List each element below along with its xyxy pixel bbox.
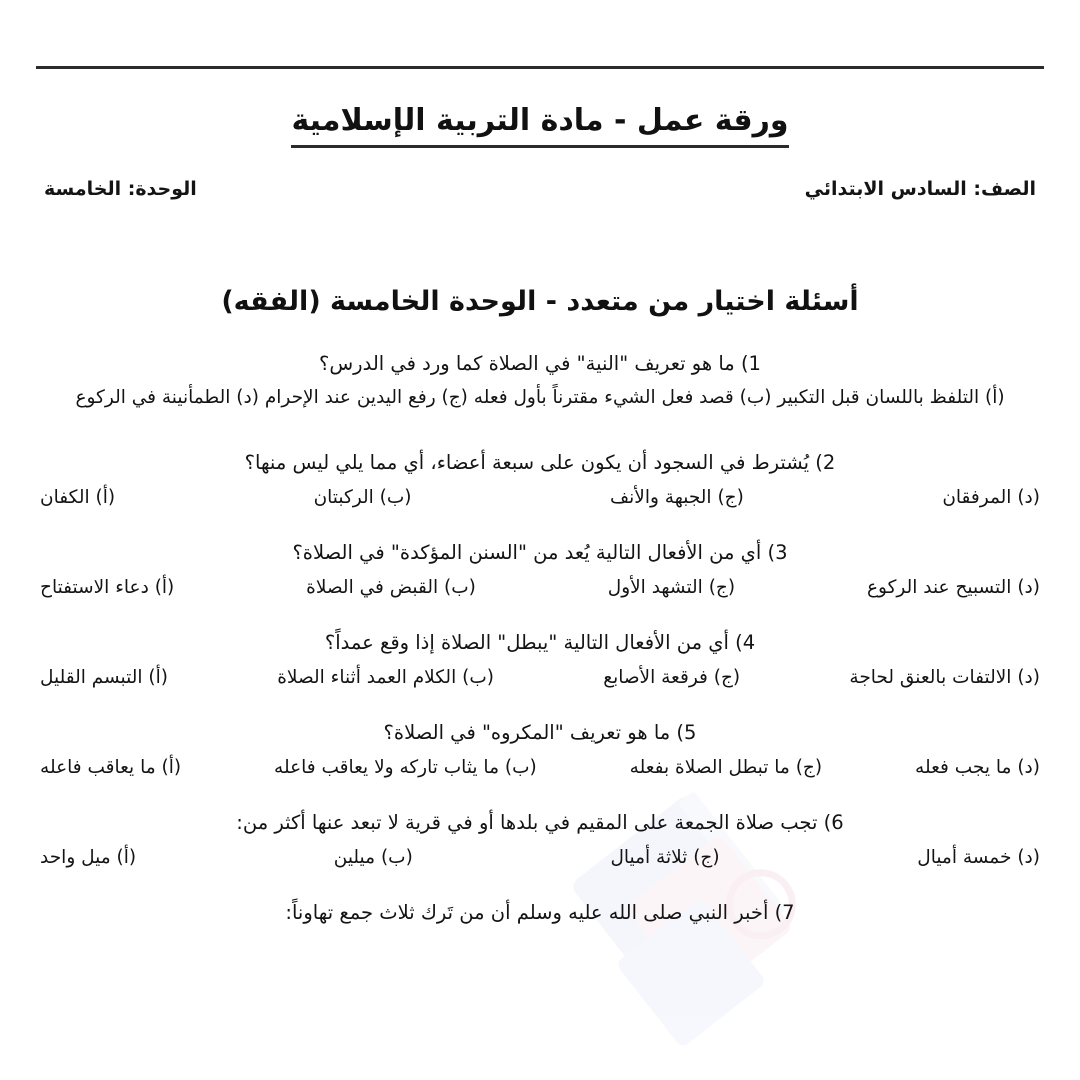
question-text: 1) ما هو تعريف "النية" في الصلاة كما ورد في الدرس؟ <box>319 352 761 375</box>
question-options <box>36 754 1044 783</box>
option-text: ميل واحد <box>40 846 111 868</box>
option-text: الركبتان <box>313 487 374 509</box>
option-text: ثلاثة أميال <box>610 846 688 868</box>
option-text: التسبيح عند الركوع <box>866 577 1012 599</box>
meta-unit-label: الوحدة: <box>127 178 197 200</box>
option-text: ما يثاب تاركه ولا يعاقب فاعله <box>274 756 499 778</box>
option-choice[interactable] <box>40 574 174 603</box>
option-choice[interactable] <box>40 484 115 513</box>
question-item <box>36 448 1044 513</box>
option-key: (أ) <box>116 846 137 868</box>
option-key: (ج) <box>795 756 823 778</box>
option-choice[interactable] <box>274 754 537 783</box>
option-key: (ب) <box>444 577 476 599</box>
option-text: خمسة أميال <box>917 846 1012 868</box>
option-key: (ج) <box>708 577 736 599</box>
option-choice[interactable] <box>610 484 744 513</box>
option-choice[interactable] <box>915 754 1040 783</box>
option-key: (ب) <box>462 667 494 689</box>
question-text: 2) يُشترط في السجود أن يكون على سبعة أعضاء، أي مما يلي ليس منها؟ <box>244 450 836 474</box>
question-item <box>36 898 1044 927</box>
question-options <box>36 844 1044 873</box>
option-key: (أ) <box>148 667 168 689</box>
option-choice[interactable] <box>40 844 136 873</box>
option-choice[interactable] <box>630 754 822 783</box>
option-text: ما تبطل الصلاة بفعله <box>629 756 790 778</box>
option-key: (د) <box>1017 756 1040 778</box>
option-choice[interactable] <box>40 664 168 693</box>
option-key: (ب) <box>379 487 412 509</box>
option-key: (ب) <box>380 846 413 868</box>
option-text: دعاء الاستفتاح <box>40 577 149 599</box>
header-rule <box>36 66 1044 69</box>
question-text: 7) أخبر النبي صلى الله عليه وسلم أن من تَرك ثلاث جمع تهاوناً: <box>285 900 795 924</box>
option-choice[interactable] <box>942 484 1040 513</box>
option-text: فرقعة الأصابع <box>603 667 708 689</box>
page-content <box>36 66 1044 927</box>
option-key: (أ) <box>95 487 116 509</box>
option-text: ما يعاقب فاعله <box>40 756 156 778</box>
question-text: 6) تجب صلاة الجمعة على المقيم في بلدها أو في قرية لا تبعد عنها أكثر من: <box>236 810 844 834</box>
option-choice[interactable] <box>603 664 740 693</box>
option-text: ما يجب فعله <box>915 756 1012 778</box>
option-key: (ج) <box>713 667 741 689</box>
option-choice[interactable]: (أ) التلفظ باللسان قبل التكبير (ب) قصد فعل الشيء مقترناً بأول فعله (ج) رفع اليدين عند الإحرام (د) الطمأنينة في الركوع <box>75 387 1005 409</box>
page-title <box>36 103 1044 138</box>
question-text: 5) ما هو تعريف "المكروه" في الصلاة؟ <box>383 720 697 744</box>
question-options <box>36 574 1044 603</box>
option-text: المرفقان <box>942 487 1012 509</box>
meta-grade <box>805 178 1036 200</box>
option-key: (ب) <box>504 756 537 778</box>
page-title-text: ورقة عمل - مادة التربية الإسلامية <box>291 103 788 148</box>
option-key: (ج) <box>717 487 744 509</box>
question-item <box>36 628 1044 693</box>
option-text: الكفان <box>40 487 90 509</box>
meta-grade-value: السادس الابتدائي <box>804 178 967 200</box>
option-choice[interactable] <box>608 574 735 603</box>
option-text: التبسم القليل <box>40 667 143 689</box>
document-meta <box>36 178 1044 200</box>
meta-unit <box>44 178 197 200</box>
option-choice[interactable] <box>610 844 719 873</box>
question-options <box>36 484 1044 513</box>
option-choice[interactable] <box>277 664 494 693</box>
option-text: التشهد الأول <box>607 577 703 599</box>
question-item <box>36 808 1044 873</box>
question-item <box>36 718 1044 783</box>
option-text: الالتفات بالعنق لحاجة <box>849 667 1012 689</box>
question-item <box>36 349 1044 413</box>
option-key: (أ) <box>154 577 175 599</box>
section-heading: أسئلة اختيار من متعدد - الوحدة الخامسة (الفقه) <box>221 286 859 317</box>
option-text: ميلين <box>333 846 376 868</box>
option-choice[interactable] <box>867 574 1040 603</box>
option-choice[interactable] <box>306 574 476 603</box>
option-key: (د) <box>1017 577 1040 599</box>
questions-list <box>36 349 1044 927</box>
option-key: (ج) <box>693 846 720 868</box>
option-text: الجبهة والأنف <box>609 487 712 509</box>
meta-grade-label: الصف: <box>973 178 1036 200</box>
option-key: (د) <box>1017 487 1040 509</box>
option-choice[interactable] <box>314 484 412 513</box>
option-choice[interactable] <box>849 664 1040 693</box>
question-options <box>36 664 1044 693</box>
question-text: 3) أي من الأفعال التالية يُعد من "السنن المؤكدة" في الصلاة؟ <box>292 540 788 564</box>
option-choice[interactable] <box>917 844 1040 873</box>
question-item <box>36 538 1044 603</box>
option-text: القبض في الصلاة <box>306 577 439 599</box>
option-text: الكلام العمد أثناء الصلاة <box>277 667 457 689</box>
option-key: (د) <box>1017 667 1040 689</box>
option-key: (د) <box>1017 846 1040 868</box>
meta-unit-value: الخامسة <box>44 178 122 200</box>
option-choice[interactable] <box>40 754 181 783</box>
question-text: 4) أي من الأفعال التالية "يبطل" الصلاة إذا وقع عمداً؟ <box>324 630 756 654</box>
question-options <box>36 384 1044 413</box>
option-choice[interactable] <box>334 844 413 873</box>
option-key: (أ) <box>161 756 182 778</box>
